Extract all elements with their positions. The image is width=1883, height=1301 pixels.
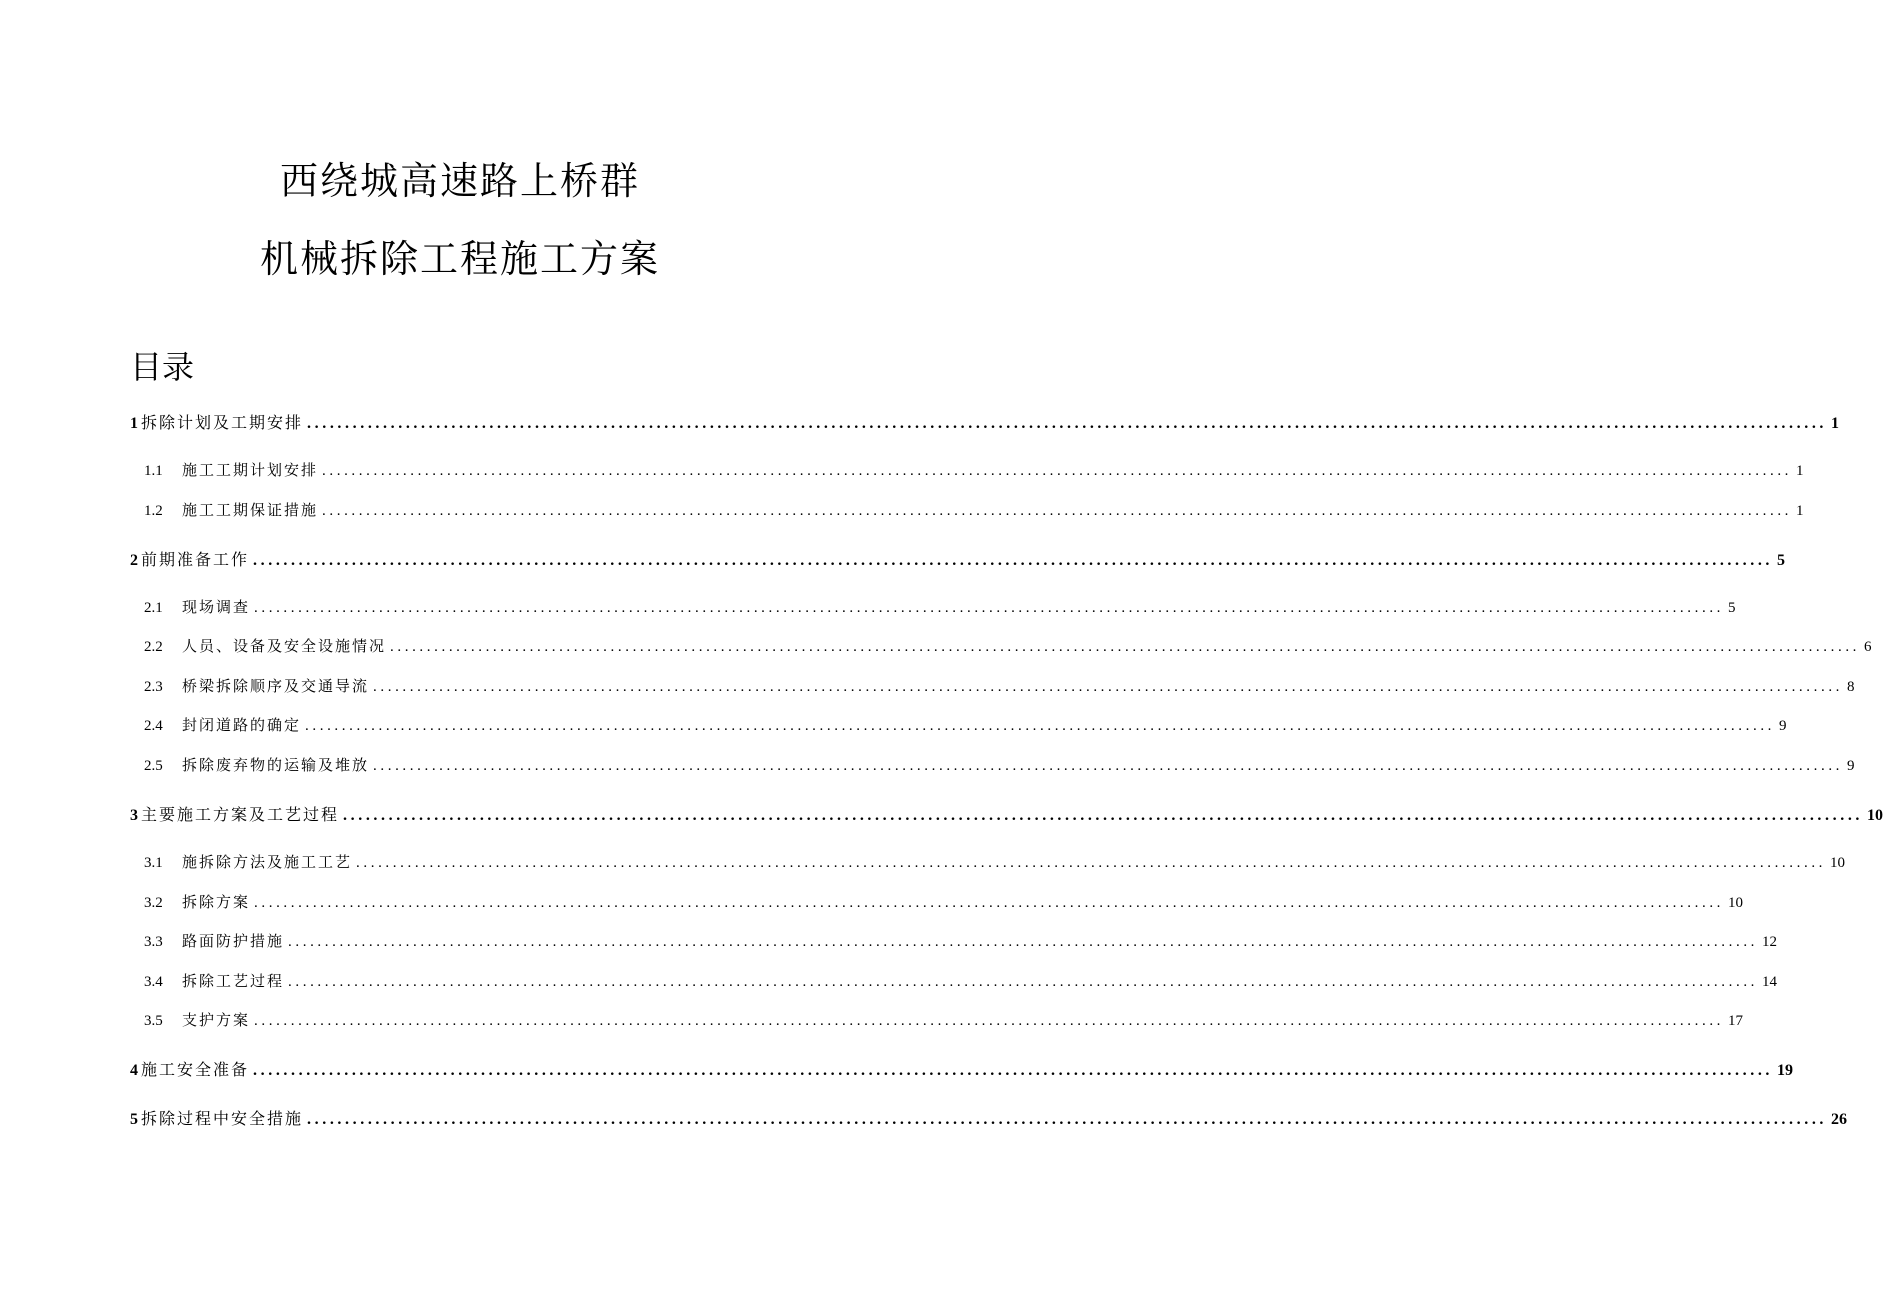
toc-entry-label: 现场调查: [182, 598, 251, 616]
toc-entry-number: 3.2: [144, 895, 163, 911]
toc-entry-page-number: 5: [1777, 552, 1786, 569]
toc-leader-dots: ........................................................................................................................................................................................................: [254, 1013, 1725, 1029]
toc-entry-label: 前期准备工作: [141, 550, 250, 569]
toc-entry-page-number: 10: [1728, 895, 1744, 911]
toc-entry-section[interactable]: [144, 714, 1787, 735]
toc-entry-page-number: 14: [1762, 974, 1778, 990]
toc-entry-chapter[interactable]: [130, 1106, 1848, 1129]
toc-entry-page-number: 10: [1867, 807, 1883, 824]
toc-entry-section[interactable]: [144, 675, 1855, 696]
toc-entry-number: 1: [130, 415, 138, 432]
toc-entry-section[interactable]: [144, 1009, 1744, 1030]
toc-entry-number: 2.5: [144, 758, 163, 774]
toc-entry-chapter[interactable]: [130, 802, 1883, 825]
toc-entry-page-number: 5: [1728, 600, 1736, 616]
toc-entry-label: 施工工期保证措施: [182, 501, 319, 519]
toc-leader-dots: ........................................................................................................................................................................................................: [322, 463, 1793, 479]
toc-leader-dots: ........................................................................................................................................................................................................: [305, 718, 1776, 734]
toc-leader-dots: ........................................................................................................................................................................................................: [253, 552, 1774, 569]
toc-entry-label: 拆除过程中安全措施: [141, 1109, 304, 1128]
toc-entry-number: 2.1: [144, 600, 163, 616]
toc-entry-number: 2.4: [144, 718, 163, 734]
toc-leader-dots: ........................................................................................................................................................................................................: [373, 758, 1844, 774]
toc-entry-page-number: 26: [1831, 1111, 1848, 1128]
toc-entry-page-number: 6: [1864, 639, 1872, 655]
toc-entry-label: 人员、设备及安全设施情况: [182, 637, 387, 655]
toc-entry-number: 3.1: [144, 855, 163, 871]
toc-entry-section[interactable]: [144, 754, 1855, 775]
toc-entry-label: 施工工期计划安排: [182, 461, 319, 479]
toc-entry-label: 拆除工艺过程: [182, 972, 285, 990]
toc-entry-page-number: 10: [1830, 855, 1846, 871]
toc-leader-dots: ........................................................................................................................................................................................................: [373, 679, 1844, 695]
toc-leader-dots: ........................................................................................................................................................................................................: [356, 855, 1827, 871]
toc-entry-label: 封闭道路的确定: [182, 716, 302, 734]
toc-entry-number: 2.2: [144, 639, 163, 655]
toc-entry-page-number: 9: [1779, 718, 1787, 734]
toc-entry-page-number: 1: [1796, 463, 1804, 479]
toc-entry-page-number: 17: [1728, 1013, 1744, 1029]
toc-entry-page-number: 12: [1762, 934, 1778, 950]
toc-entry-label: 拆除废弃物的运输及堆放: [182, 756, 370, 774]
toc-entry-label: 拆除方案: [182, 893, 251, 911]
toc-leader-dots: ........................................................................................................................................................................................................: [307, 415, 1828, 432]
toc-entry-chapter[interactable]: [130, 410, 1840, 433]
toc-entry-page-number: 9: [1847, 758, 1855, 774]
toc-entry-label: 支护方案: [182, 1011, 251, 1029]
toc-entry-section[interactable]: [144, 930, 1778, 951]
toc-entry-number: 1.1: [144, 463, 163, 479]
toc-entry-label: 主要施工方案及工艺过程: [141, 805, 340, 824]
toc-entry-section[interactable]: [144, 851, 1846, 872]
toc-entry-number: 3.4: [144, 974, 163, 990]
toc-entry-section[interactable]: [144, 635, 1872, 656]
toc-entry-section[interactable]: [144, 891, 1744, 912]
toc-leader-dots: ........................................................................................................................................................................................................: [343, 807, 1864, 824]
toc-entry-number: 3: [130, 807, 138, 824]
toc-entry-label: 施工安全准备: [141, 1060, 250, 1079]
toc-entry-label: 桥梁拆除顺序及交通导流: [182, 677, 370, 695]
toc-entry-number: 4: [130, 1062, 138, 1079]
document-title-line2: 机械拆除工程施工方案: [259, 237, 660, 281]
toc-leader-dots: ........................................................................................................................................................................................................: [254, 600, 1725, 616]
toc-entry-page-number: 8: [1847, 679, 1855, 695]
toc-entry-section[interactable]: [144, 970, 1778, 991]
document-title-line1: 西绕城高速路上桥群: [279, 159, 640, 203]
toc-leader-dots: ........................................................................................................................................................................................................: [288, 974, 1759, 990]
toc-entry-number: 1.2: [144, 503, 163, 519]
toc-entry-number: 3.3: [144, 934, 163, 950]
toc-entry-chapter[interactable]: [130, 547, 1786, 570]
toc-entry-number: 3.5: [144, 1013, 163, 1029]
toc-leader-dots: ........................................................................................................................................................................................................: [288, 934, 1759, 950]
toc-entry-label: 路面防护措施: [182, 932, 285, 950]
toc-heading: 目录: [130, 348, 195, 386]
toc-entry-page-number: 1: [1796, 503, 1804, 519]
toc-leader-dots: ........................................................................................................................................................................................................: [307, 1111, 1828, 1128]
toc-entry-chapter[interactable]: [130, 1057, 1794, 1080]
toc-leader-dots: ........................................................................................................................................................................................................: [390, 639, 1861, 655]
toc-entry-section[interactable]: [144, 459, 1804, 480]
toc-leader-dots: ........................................................................................................................................................................................................: [322, 503, 1793, 519]
toc-entry-number: 2.3: [144, 679, 163, 695]
toc-entry-page-number: 19: [1777, 1062, 1794, 1079]
toc-entry-label: 拆除计划及工期安排: [141, 413, 304, 432]
toc-entry-number: 5: [130, 1111, 138, 1128]
toc-entry-section[interactable]: [144, 499, 1804, 520]
toc-entry-page-number: 1: [1831, 415, 1840, 432]
toc-entry-section[interactable]: [144, 596, 1736, 617]
toc-leader-dots: ........................................................................................................................................................................................................: [253, 1062, 1774, 1079]
toc-leader-dots: ........................................................................................................................................................................................................: [254, 895, 1725, 911]
toc-entry-number: 2: [130, 552, 138, 569]
toc-entry-label: 施拆除方法及施工工艺: [182, 853, 353, 871]
